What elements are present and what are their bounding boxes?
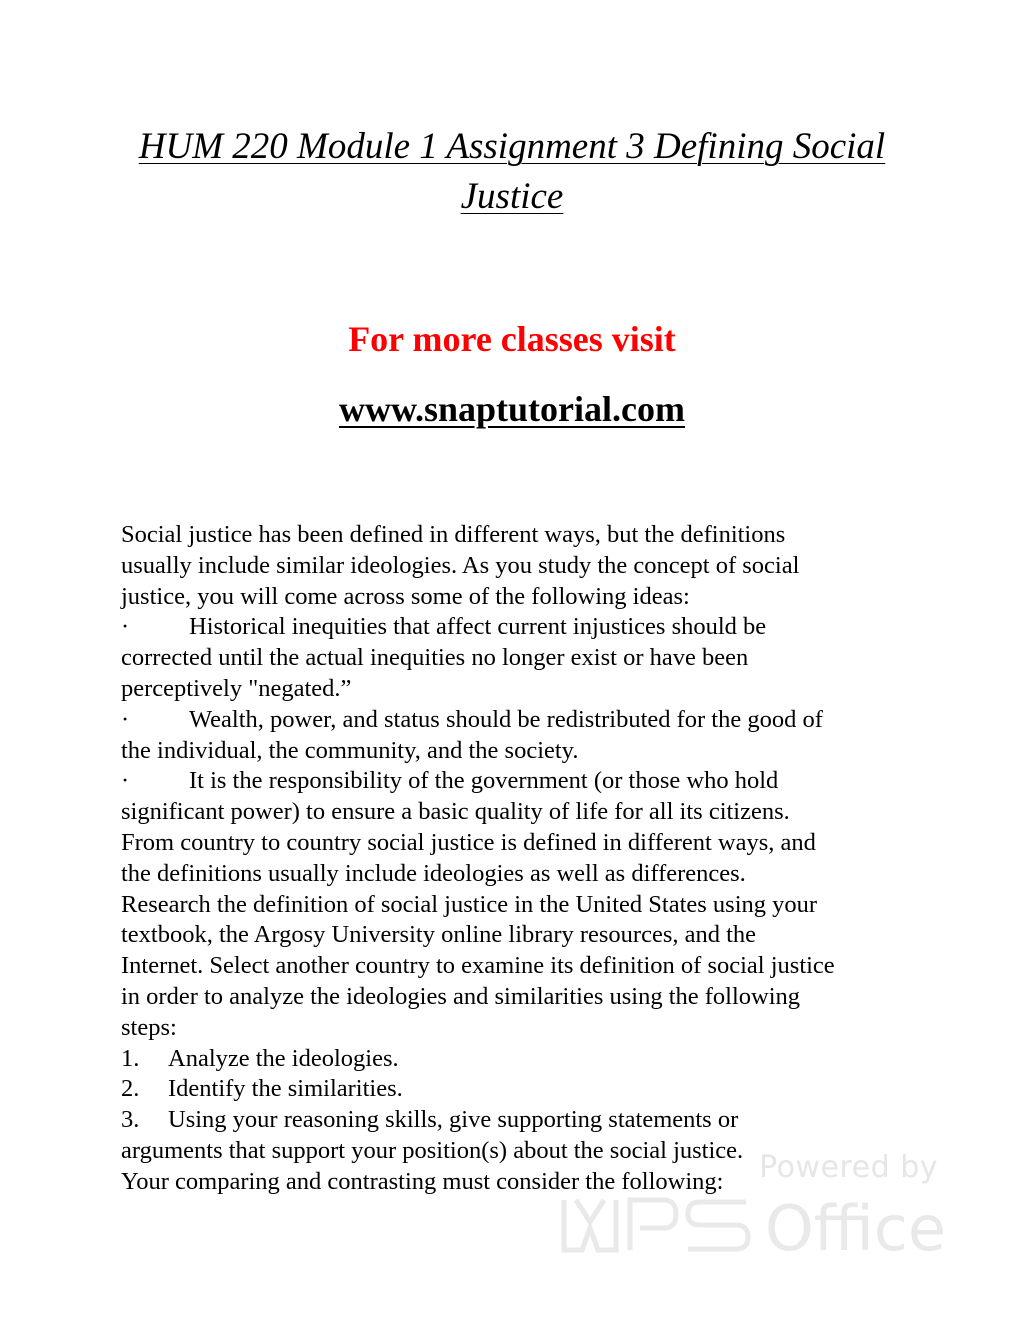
bullet-continuation: the individual, the community, and the society. bbox=[121, 736, 579, 764]
bullet-item bbox=[121, 766, 911, 828]
instructions-paragraph bbox=[121, 828, 911, 1044]
bullet-list bbox=[121, 612, 911, 828]
text-line: steps: bbox=[121, 1013, 177, 1041]
bullet-continuation: perceptively "negated.” bbox=[121, 674, 352, 702]
step-line bbox=[121, 1044, 911, 1075]
step-line bbox=[121, 1105, 911, 1136]
step-number: 1. bbox=[121, 1044, 140, 1072]
wps-office-logo-icon bbox=[560, 1188, 950, 1258]
bullet-line bbox=[121, 705, 911, 736]
text-line: Internet. Select another country to examine its definition of social justice bbox=[121, 952, 835, 980]
steps-list bbox=[121, 1044, 911, 1167]
bullet-item bbox=[121, 705, 911, 767]
bullet-dot-icon: · bbox=[121, 705, 130, 733]
step-number: 3. bbox=[121, 1106, 140, 1134]
bullet-continuation: corrected until the actual inequities no longer exist or have been bbox=[121, 644, 749, 672]
text-line: Research the definition of social justice in the United States using your bbox=[121, 890, 818, 918]
text-line: usually include similar ideologies. As you study the concept of social bbox=[121, 551, 800, 579]
intro-paragraph bbox=[121, 520, 911, 612]
step-line bbox=[121, 1074, 911, 1105]
body-text bbox=[121, 520, 911, 1198]
step-continuation: arguments that support your position(s) about the social justice. bbox=[121, 1136, 744, 1164]
watermark-powered-by: Powered by bbox=[759, 1150, 938, 1185]
text-line: textbook, the Argosy University online library resources, and the bbox=[121, 921, 757, 949]
bullet-continuation: significant power) to ensure a basic quality of life for all its citizens. bbox=[121, 798, 790, 826]
bullet-dot-icon: · bbox=[121, 767, 130, 795]
text-line: From country to country social justice is defined in different ways, and bbox=[121, 828, 816, 856]
bullet-text: Historical inequities that affect current injustices should be bbox=[189, 613, 767, 641]
step-text: Using your reasoning skills, give supporting statements or bbox=[168, 1106, 739, 1134]
step-item bbox=[121, 1044, 911, 1075]
bullet-dot-icon: · bbox=[121, 613, 130, 641]
step-item bbox=[121, 1074, 911, 1105]
site-link[interactable]: www.snaptutorial.com bbox=[338, 389, 685, 429]
text-line: Social justice has been defined in different ways, but the definitions bbox=[121, 521, 786, 548]
step-text: Analyze the ideologies. bbox=[168, 1044, 399, 1072]
svg-text:Office: Office bbox=[765, 1192, 946, 1258]
bullet-text: It is the responsibility of the government (or those who hold bbox=[189, 767, 779, 795]
wps-office-watermark bbox=[560, 1150, 950, 1260]
text-line: in order to analyze the ideologies and similarities using the following bbox=[121, 982, 801, 1010]
closing-line: Your comparing and contrasting must consider the following: bbox=[121, 1167, 724, 1195]
promo-text: For more classes visit bbox=[348, 319, 676, 359]
bullet-line bbox=[121, 612, 911, 643]
bullet-line bbox=[121, 766, 911, 797]
text-line: justice, you will come across some of the following ideas: bbox=[121, 582, 690, 610]
bullet-text: Wealth, power, and status should be redistributed for the good of bbox=[189, 705, 823, 733]
step-text: Identify the similarities. bbox=[168, 1075, 403, 1103]
document-title: HUM 220 Module 1 Assignment 3 Defining Social Justice bbox=[138, 126, 886, 217]
step-number: 2. bbox=[121, 1075, 140, 1103]
bullet-item bbox=[121, 612, 911, 704]
text-line: the definitions usually include ideologies as well as differences. bbox=[121, 859, 746, 887]
